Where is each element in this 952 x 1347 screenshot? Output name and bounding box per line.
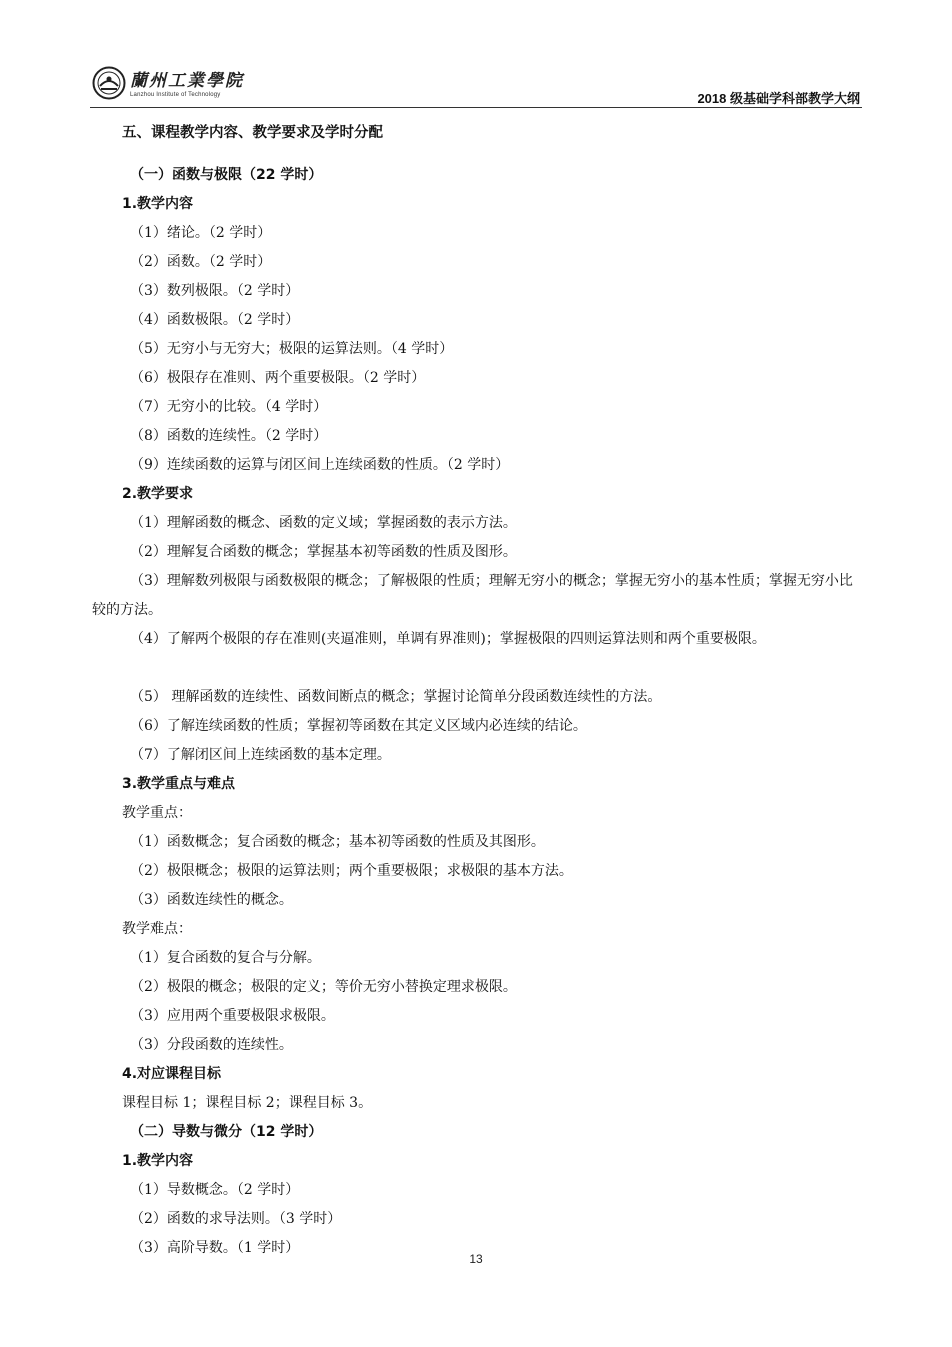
page-number: 13: [469, 1252, 483, 1266]
list-item: （3）函数连续性的概念。: [130, 892, 293, 908]
list-item: （2）极限的概念；极限的定义；等价无穷小替换定理求极限。: [130, 979, 517, 995]
list-item: （2）极限概念；极限的运算法则；两个重要极限；求极限的基本方法。: [130, 863, 573, 879]
subsection-heading: 2.教学要求: [122, 486, 194, 502]
list-item: （2）函数的求导法则。（3 学时）: [130, 1211, 342, 1227]
list-item: （9）连续函数的运算与闭区间上连续函数的性质。（2 学时）: [130, 457, 510, 473]
list-item: （1）绪论。（2 学时）: [130, 225, 272, 241]
school-name-english: Lanzhou Institute of Technology: [130, 92, 221, 98]
list-item: （5） 理解函数的连续性、函数间断点的概念；掌握讨论简单分段函数连续性的方法。: [130, 689, 662, 705]
list-item: （3）高阶导数。（1 学时）: [130, 1240, 300, 1256]
list-item: （6）极限存在准则、两个重要极限。（2 学时）: [130, 370, 426, 386]
list-item: （1）理解函数的概念、函数的定义域；掌握函数的表示方法。: [130, 515, 517, 531]
list-item: （1）函数概念；复合函数的概念；基本初等函数的性质及其图形。: [130, 834, 545, 850]
subsection-heading: 1.教学内容: [122, 1153, 194, 1169]
list-item: （4）函数极限。（2 学时）: [130, 312, 300, 328]
list-item: （1）复合函数的复合与分解。: [130, 950, 321, 966]
body-content: [92, 118, 860, 1263]
subsection-heading: 4.对应课程目标: [122, 1066, 222, 1082]
paragraph: 课程目标 1；课程目标 2；课程目标 3。: [122, 1095, 373, 1111]
document-title: 2018 级基础学科部教学大纲: [697, 91, 860, 106]
list-item: （7）了解闭区间上连续函数的基本定理。: [130, 747, 391, 763]
list-item: （3）应用两个重要极限求极限。: [130, 1008, 335, 1024]
school-emblem-icon: [92, 66, 126, 100]
list-item: （6）了解连续函数的性质；掌握初等函数在其定义区域内必连续的结论。: [130, 718, 587, 734]
list-item: （5）无穷小与无穷大；极限的运算法则。（4 学时）: [130, 341, 454, 357]
list-item: （1）导数概念。（2 学时）: [130, 1182, 300, 1198]
list-item: （2）函数。（2 学时）: [130, 254, 272, 270]
list-item: （8）函数的连续性。（2 学时）: [130, 428, 328, 444]
subsection-heading: 3.教学重点与难点: [122, 776, 236, 792]
list-item: （3）分段函数的连续性。: [130, 1037, 293, 1053]
unit-title: （二）导数与微分（12 学时）: [130, 1124, 323, 1140]
subsection-heading: 1.教学内容: [122, 196, 194, 212]
label: 教学难点：: [122, 921, 192, 937]
list-item: （4）了解两个极限的存在准则(夹逼准则，单调有界准则)；掌握极限的四则运算法则和两个重要极限。: [130, 631, 766, 647]
list-item: （2）理解复合函数的概念；掌握基本初等函数的性质及图形。: [130, 544, 517, 560]
list-item: （3）理解数列极限与函数极限的概念；了解极限的性质；理解无穷小的概念；掌握无穷小的基本性质；掌握无穷小比较的方法。: [92, 573, 853, 618]
unit-title: （一）函数与极限（22 学时）: [130, 167, 323, 183]
school-name: 蘭州工業學院: [130, 71, 244, 91]
section-title: 五、课程教学内容、教学要求及学时分配: [122, 125, 383, 141]
list-item: （7）无穷小的比较。（4 学时）: [130, 399, 328, 415]
list-item: （3）数列极限。（2 学时）: [130, 283, 300, 299]
label: 教学重点：: [122, 805, 192, 821]
header-divider: [90, 107, 862, 108]
